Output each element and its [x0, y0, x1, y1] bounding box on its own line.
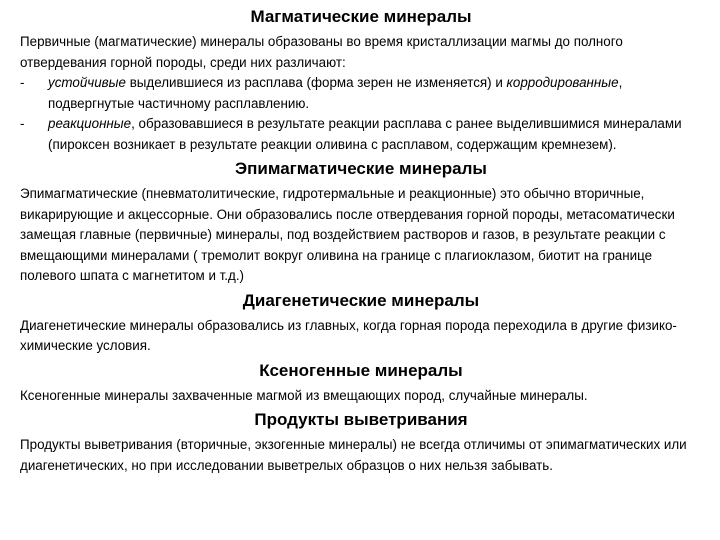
term: устойчивые	[48, 75, 126, 90]
list-text: , подвергнутые частичному расплавлению.	[48, 75, 623, 111]
section-title: Магматические минералы	[250, 7, 472, 26]
section-title: Продукты выветривания	[254, 410, 468, 429]
list-dash: -	[20, 116, 25, 131]
list-text: , образовавшиеся в результате реакции расплава с ранее выделившимися минералами (пироксен возникает в результате реакции оливина с расплавом, содержащим кремнезем).	[48, 116, 682, 152]
section-body: Эпимагматические (пневматолитические, гидротермальные и реакционные) это обычно вторичные, викарирующие и акцессорные. Они образовались после отвердевания горной породы, метасоматически замещая главные (первичные) минералы, под воздействием растворов и газов, в результате реакции с вмещающими минералами ( тремолит вокруг оливина на границе с плагиоклазом, биотит на границе полевого шпата с магнетитом и т.д.)	[20, 186, 675, 283]
mineral-type-list	[20, 73, 702, 155]
list-item	[20, 114, 702, 155]
term: корродированные	[506, 75, 619, 90]
section-magmatic	[20, 6, 702, 155]
list-item	[20, 73, 702, 114]
term: реакционные	[48, 116, 132, 131]
list-dash: -	[20, 75, 25, 90]
section-xenogenic	[20, 360, 702, 407]
list-text: выделившиеся из расплава (форма зерен не изменяется) и	[125, 75, 507, 90]
section-weathering	[20, 409, 702, 476]
section-title: Ксеногенные минералы	[259, 360, 463, 380]
section-body: Продукты выветривания (вторичные, экзогенные минералы) не всегда отличимы от эпимагматических или диагенетических, но при исследовании выветрелых образцов о них нельзя забывать.	[20, 437, 687, 473]
section-title: Диагенетические минералы	[242, 290, 480, 310]
section-epimagmatic	[20, 158, 702, 287]
section-intro: Первичные (магматические) минералы образованы во время кристаллизации магмы до полного отвердевания горной породы, среди них различают:	[20, 34, 623, 70]
section-diagenetic	[20, 290, 702, 357]
section-body: Диагенетические минералы образовались из главных, когда горная порода переходила в другие физико-химические условия.	[20, 317, 677, 353]
section-title: Эпимагматические минералы	[235, 159, 487, 178]
section-body: Ксеногенные минералы захваченные магмой из вмещающих пород, случайные минералы.	[20, 387, 588, 403]
